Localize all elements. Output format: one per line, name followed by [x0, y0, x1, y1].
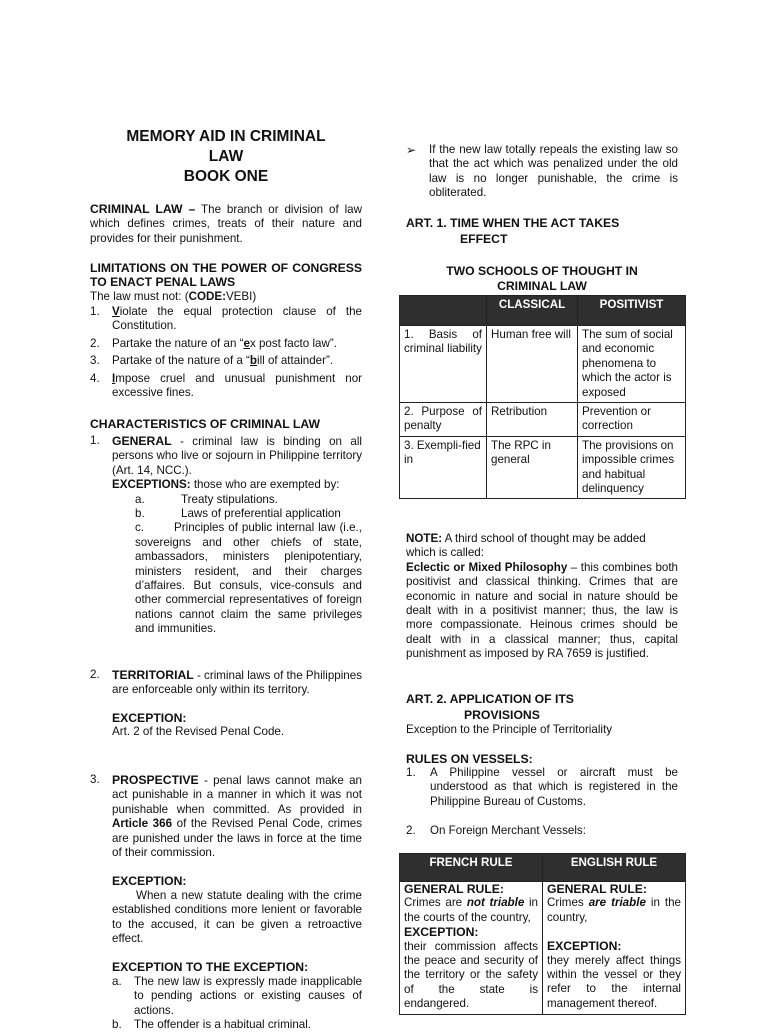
limitations-intro: [90, 290, 362, 304]
limitations-heading: LIMITATIONS ON THE POWER OF CONGRESS TO ENACT PENAL LAWS: [90, 261, 362, 289]
table-cell: The RPC in general: [487, 436, 578, 499]
list-number: 3.: [90, 773, 100, 786]
list-text: A Philippine vessel or aircraft must be understood as that which is registered in the Philippine Bureau of Customs.: [430, 766, 678, 808]
article-reference: Article 366: [112, 817, 173, 831]
rule-text-post: in the country,: [547, 896, 681, 924]
general-rule-label: GENERAL RULE:: [547, 882, 647, 896]
sub-text: The new law is expressly made inapplicable to pending actions or existing causes of actions.: [134, 974, 362, 1017]
art1-line1: ART. 1. TIME WHEN THE ACT TAKES: [406, 216, 620, 230]
schools-table: [399, 295, 686, 499]
criminal-law-term: CRIMINAL LAW –: [90, 202, 196, 216]
table-cell: The sum of social and economic phenomena to which the actor is exposed: [578, 326, 686, 403]
sub-letter: a.: [112, 974, 122, 988]
list-number: 1.: [90, 305, 100, 318]
list-item-text: [112, 305, 362, 334]
list-item: [90, 354, 362, 371]
list-number: 3.: [90, 354, 100, 367]
title-line-3: BOOK ONE: [183, 168, 269, 185]
french-rule-cell: [400, 882, 543, 1015]
code-label: CODE:: [188, 290, 226, 303]
art2-heading: [406, 691, 678, 723]
list-item: [90, 305, 362, 334]
list-item: [112, 1018, 362, 1032]
mnemonic-initial: V: [112, 305, 120, 318]
exception-to-exception-label: EXCEPTION TO THE EXCEPTION:: [112, 960, 309, 975]
english-rule-cell: [543, 882, 686, 1015]
table-header-french: FRENCH RULE: [400, 854, 543, 882]
table-cell: Retribution: [487, 403, 578, 437]
note-block: [406, 532, 678, 662]
sub-text: Laws of preferential application: [181, 507, 341, 521]
list-item: [135, 493, 362, 507]
eclectic-text: – this combines both positivist and classical thinking. Crimes that are economic in nature and social in nature should be dealt with in a positivist manner; thus, the law is more compassionate. Heinous crimes should be dealt with in a classical manner; thus, capital punishment as imposed by RA 7659 is justified.: [406, 560, 679, 661]
art2-line2: PROVISIONS: [464, 708, 540, 722]
prospective-item: [90, 773, 362, 1033]
rule-text-pre: Crimes are: [404, 896, 467, 910]
table-header-row: [400, 296, 686, 326]
sub-text: Treaty stipulations.: [181, 492, 278, 506]
general-rule-text: [547, 896, 681, 925]
exception-text: their commission affects the peace and security of the territory or the safety of the state is endangered.: [404, 939, 538, 1011]
exception-label: EXCEPTION:: [404, 925, 479, 940]
exception-label: EXCEPTION:: [547, 939, 622, 954]
art1-line2: EFFECT: [460, 232, 508, 246]
schools-heading: [406, 264, 678, 294]
rule-text-emphasis: are triable: [588, 896, 646, 910]
table-row: [400, 326, 686, 403]
prospective-exception-text: When a new statute dealing with the crime established conditions more lenient or favorable to the accused, it can be given a retroactive effect.: [112, 888, 362, 946]
list-item-text: [112, 354, 362, 368]
arrow-bullet-icon: ➢: [406, 143, 417, 157]
vessels-heading: RULES ON VESSELS:: [406, 752, 533, 766]
art2-subtitle: Exception to the Principle of Territoriality: [406, 723, 612, 736]
list-number: 2.: [90, 668, 100, 681]
table-cell: The provisions on impossible crimes and habitual delinquency: [578, 436, 686, 499]
list-item-text: [112, 337, 362, 351]
exceptions-label: EXCEPTIONS:: [112, 478, 191, 492]
list-number: 4.: [90, 372, 100, 385]
list-item: [135, 507, 362, 521]
table-row: [400, 403, 686, 437]
rule-text-pre: Crimes: [547, 896, 589, 910]
general-text: [112, 434, 362, 478]
table-header-classical: CLASSICAL: [487, 296, 578, 326]
title-line-2: LAW: [208, 148, 244, 165]
table-row: [400, 436, 686, 499]
note-text: A third school of thought may be added which is called:: [406, 532, 646, 560]
list-number: 1.: [406, 766, 416, 779]
general-item: [90, 434, 362, 637]
territorial-exception-text: Art. 2 of the Revised Penal Code.: [112, 725, 285, 739]
territorial-text: [112, 668, 362, 698]
exceptions-sublist: [135, 493, 362, 637]
exception-text: they merely affect things within the vessel or they refer to the internal management thereof.: [547, 953, 681, 1010]
sub-letter: a.: [135, 492, 145, 506]
code-value: VEBI): [225, 290, 257, 303]
limitations-intro-prefix: The law must not: (: [90, 290, 189, 303]
mnemonic-initial: I: [112, 372, 116, 385]
table-header-english: ENGLISH RULE: [543, 854, 686, 882]
list-item: [406, 824, 678, 838]
mnemonic-initial: b: [249, 354, 258, 367]
sub-letter: c.: [135, 521, 145, 535]
criminal-law-text: The branch or division of law which defines crimes, treats of their nature and provides for their punishment.: [90, 203, 362, 245]
mnemonic-initial: e: [243, 337, 250, 350]
prospective-text: [112, 773, 362, 860]
list-text: ill of attainder”.: [257, 354, 334, 367]
list-text-pre: Partake of the nature of a “: [112, 354, 250, 367]
territorial-desc: - criminal laws of the Philippines are enforceable only within its territory.: [112, 669, 362, 697]
note-line: [406, 532, 678, 561]
exceptions-line: [112, 478, 362, 492]
list-number: 1.: [90, 434, 100, 447]
repeal-bullet-text: If the new law totally repeals the existing law so that the act which was penalized under the old law is no longer punishable, the crime is obliterated.: [429, 143, 678, 200]
list-text: mpose cruel and unusual punishment nor excessive fines.: [112, 372, 362, 400]
list-text-pre: Partake the nature of an “: [112, 337, 244, 350]
rule-text-post: in the courts of the country,: [404, 896, 538, 924]
table-header-row: [400, 854, 686, 882]
eclectic-paragraph: [406, 561, 678, 662]
territorial-label: TERRITORIAL: [112, 668, 194, 682]
list-number: 2.: [90, 337, 100, 350]
general-label: GENERAL: [112, 434, 172, 448]
limitations-list: [90, 305, 362, 401]
table-header-positivist: POSITIVIST: [578, 296, 686, 326]
art2-line1: ART. 2. APPLICATION OF ITS: [406, 692, 574, 706]
sub-text: The offender is a habitual criminal.: [134, 1018, 312, 1032]
rule-text-emphasis: not triable: [466, 896, 525, 910]
list-item: [406, 766, 678, 809]
note-label: NOTE:: [406, 532, 443, 545]
table-cell: 2. Purpose of penalty: [400, 403, 487, 437]
eclectic-label: Eclectic or Mixed Philosophy: [406, 560, 568, 574]
vessels-list: [406, 766, 678, 839]
territorial-item: [90, 668, 362, 740]
general-desc: - criminal law is binding on all persons who live or sojourn in Philippine territory (Art. 14, NCC.).: [112, 435, 362, 477]
list-number: 2.: [406, 824, 416, 838]
sub-letter: b.: [112, 1018, 122, 1032]
schools-heading-line1: TWO SCHOOLS OF THOUGHT IN: [446, 264, 638, 278]
criminal-law-definition: [90, 202, 362, 246]
territorial-exception-label: EXCEPTION:: [112, 710, 187, 725]
list-text: iolate the equal protection clause of the Constitution.: [112, 305, 362, 333]
list-item: [90, 372, 362, 401]
list-item: [135, 521, 362, 636]
list-item: [90, 337, 362, 354]
table-cell: Human free will: [487, 326, 578, 403]
list-item-text: [112, 372, 362, 401]
list-text: On Foreign Merchant Vessels:: [430, 824, 586, 838]
sub-letter: b.: [135, 507, 145, 521]
list-text: x post facto law”.: [249, 337, 337, 350]
prospective-desc-b: of the Revised Penal Code, crimes are punished under the laws in force at the time of their commission.: [112, 817, 362, 860]
schools-heading-line2: CRIMINAL LAW: [497, 279, 587, 293]
list-item: [112, 975, 362, 1018]
table-cell: 1. Basis of criminal liability: [400, 326, 487, 403]
characteristics-heading: CHARACTERISTICS OF CRIMINAL LAW: [90, 417, 320, 431]
art1-heading: [406, 215, 678, 247]
title-line-1: MEMORY AID IN CRIMINAL: [126, 128, 326, 145]
sub-text: Principles of public internal law (i.e., sovereigns and other chiefs of state, ambassadors, ministers plenipotentiary, ministers resident, and their charges d’affaires. But consuls, vice-consuls and other commercial representatives of foreign nations cannot claim the same privileges and immunities.: [135, 521, 362, 636]
table-cell: 3. Exempli-fied in: [400, 436, 487, 499]
general-rule-text: [404, 896, 538, 925]
prospective-desc-a: - penal laws cannot make an act punishable in a manner in which it was not punishable when committed. As provided in: [112, 774, 362, 816]
table-cell: Prevention or correction: [578, 403, 686, 437]
vessel-rules-table: [399, 853, 686, 1015]
table-row: [400, 882, 686, 1015]
table-header-empty: [400, 296, 487, 326]
general-rule-label: GENERAL RULE:: [404, 882, 504, 896]
prospective-exception-label: EXCEPTION:: [112, 874, 187, 889]
exceptions-text: those who are exempted by:: [190, 478, 340, 492]
document-title: [90, 127, 362, 187]
prospective-label: PROSPECTIVE: [112, 773, 199, 787]
